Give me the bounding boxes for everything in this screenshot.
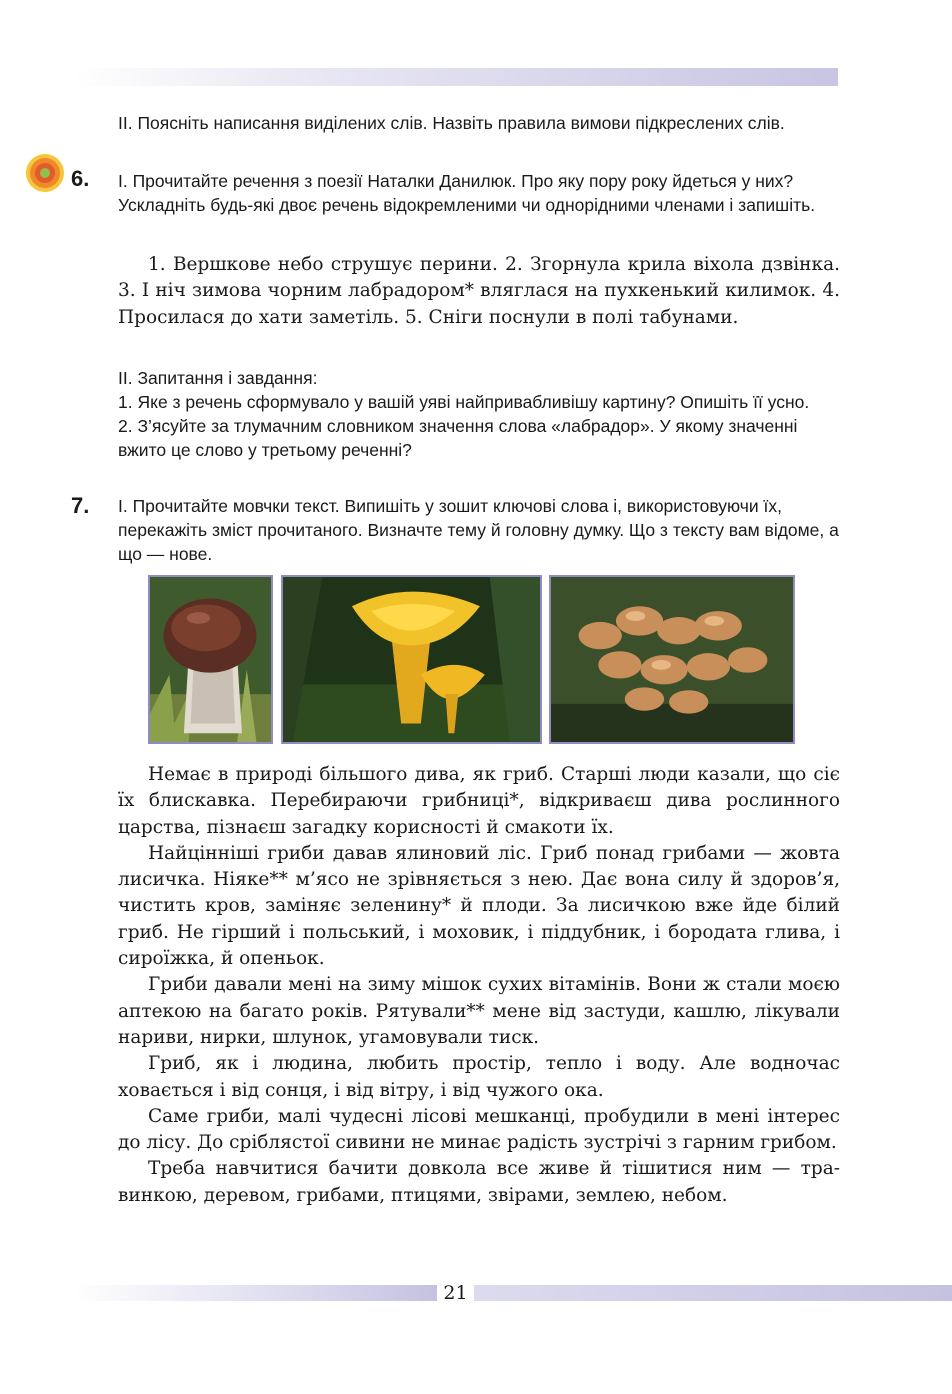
question-2: 2. З’ясуйте за тлумачним словником значення слова «лабрадор». У якому значенні вжито це слово у третьому реченні? (118, 416, 798, 460)
section5-part2: ІІ. Поясніть написання виділених слів. Назвіть правила вимови підкреслених слів. (118, 113, 785, 133)
footer-decorative-bar-right (474, 1285, 952, 1301)
exercise-6-number: 6. (71, 166, 90, 191)
text-paragraph-2: Найцінніші гриби давав ялиновий ліс. Гриб понад грибами — жовта лисичка. Ніяке** м’ясо не зрівняється з нею. Дає вона силу й здоров’я, чистить кров, заміняє зеленину* й плоди. За лисичкою вже йде білий гриб. Не гірший і польський, і моховик, і піддубник, і бородата глива, і сироїжка, й опеньок. (118, 842, 840, 970)
exercise-7-task: І. Прочитайте мовчки текст. Випишіть у зошит ключові слова і, використовуючи їх, перекажіть зміст прочитаного. Визначте тему й головну думку. Що з тексту вам відоме, а що — нове. (118, 496, 839, 564)
text-paragraph-5: Саме гриби, малі чудесні лісові мешканці, пробудили в мені інтерес до лісу. До сріблястої сивини не минає радість зустрічі з гарним грибом. (118, 1105, 840, 1154)
chanterelle-photo (281, 575, 542, 744)
boletus-photo (148, 575, 273, 744)
footer-decorative-bar-left (74, 1285, 437, 1301)
exercise-7-text (118, 762, 840, 1209)
page-number: 21 (443, 1282, 468, 1304)
text-paragraph-4: Гриб, як і людина, любить простір, тепло і воду. Але водночас ховається і від сонця, і від вітру, і від чужого ока. (118, 1053, 840, 1101)
text-paragraph-1: Немає в природі більшого дива, як гриб. Старші люди казали, що сіє їх блискавка. Перебираючи грибниці*, відкриваєш дива рослинного царства, пізнаєш загадку корисності й смакоти їх. (118, 764, 840, 838)
header-decorative-bar (74, 68, 838, 86)
questions-title: ІІ. Запитання і завдання: (118, 368, 318, 388)
question-1: 1. Яке з речень сформувало у вашій уяві найпривабливішу картину? Опишіть її усно. (118, 392, 810, 412)
honey-mushroom-photo (549, 575, 795, 744)
sun-badge-icon (25, 153, 65, 193)
poem-text: 1. Вершкове небо струшує перини. 2. Згорнула крила віхола дзвінка. 3. І ніч зимова чорним лабрадором* вляглася на пухкенький килимок. 4. Просилася до хати заметіль. 5. Сніги поснули в полі табунами. (118, 254, 840, 328)
text-paragraph-3: Гриби давали мені на зиму мішок сухих вітамінів. Вони ж стали моєю аптекою на багато років. Рятували** мене від застуди, кашлю, лікували нариви, нирки, шлунок, угамовували тиск. (118, 974, 840, 1048)
text-paragraph-6: Треба навчитися бачити довкола все живе й тішитися ним — травинкою, деревом, грибами, птицями, звірами, землею, небом. (118, 1158, 840, 1206)
exercise-6-questions (118, 366, 840, 462)
exercise-6-task: І. Прочитайте речення з поезії Наталки Данилюк. Про яку пору року йдеться у них? Ускладніть будь-які двоє речень відокремленими чи однорідними членами і запишіть. (118, 171, 816, 215)
exercise-6-poem (118, 252, 840, 331)
exercise-7-number: 7. (71, 493, 90, 518)
